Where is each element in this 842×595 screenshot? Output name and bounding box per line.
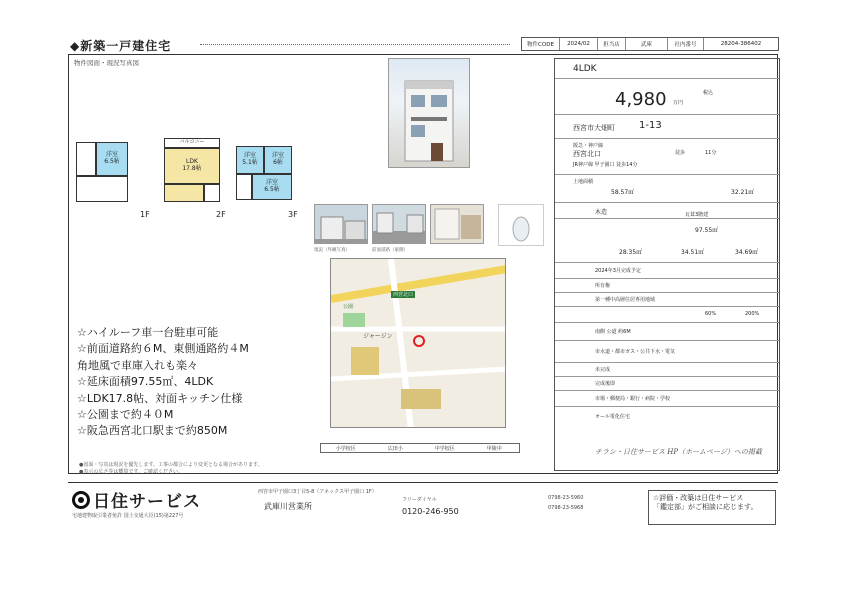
nearby-value: 市場・郵便局・銀行・病院・学校 [595, 396, 671, 402]
equipment-illustration [499, 205, 544, 246]
building-illustration [389, 59, 470, 168]
road-value: 南側 公道 約6M [595, 329, 631, 335]
handwritten-note: チラシ・日住サービス HP（ホームページ）への掲載 [595, 448, 762, 456]
spec-row-status [555, 363, 779, 377]
map-label-poi: ジャージン [363, 333, 393, 340]
station2: JR神戸線 甲子園口 徒歩14分 [573, 162, 638, 168]
zoning-value: 第一種中高層住居専用地域 [595, 297, 656, 303]
room-name: 洋室 [105, 151, 118, 159]
walk-value: 11分 [705, 150, 717, 156]
logo-mark-icon [72, 491, 90, 509]
room-2f-ldk [164, 148, 220, 184]
status-value: 未完成 [595, 367, 611, 373]
fax-number: 0798-23-5968 [548, 505, 584, 511]
spec-row-road [555, 323, 779, 341]
floor-label-2f: 2F [216, 210, 226, 219]
floor1-area: 28.35㎡ [619, 249, 643, 256]
room-name: 洋室 [243, 152, 256, 160]
company-logo [72, 487, 201, 512]
room-size: 6.5帖 [264, 186, 280, 193]
spec-row-remarks [555, 407, 779, 470]
spec-row-structure [555, 203, 779, 219]
room-1f-stairs [76, 142, 96, 176]
feature-item: ☆延床面積97.55㎡、4LDK [77, 375, 214, 389]
room-2f-stairs [204, 184, 220, 202]
site-photo [314, 204, 368, 244]
room-size: 5.1帖 [242, 159, 258, 166]
code-table [521, 37, 779, 51]
spec-row-land [555, 175, 779, 203]
walk-label: 徒歩 [675, 150, 686, 156]
interior-photo [430, 204, 484, 244]
far-value: 200% [745, 311, 760, 317]
code-label: 物件CODE [522, 38, 560, 50]
address-text: 西宮市甲子園口3丁目5-8（アネックス甲子園口 1F） [258, 489, 377, 495]
exterior-photo [388, 58, 470, 168]
spec-row-address [555, 115, 779, 139]
feature-item: ☆前面道路約６M、東側通路約４M [77, 342, 249, 356]
structure-value: 木造 [595, 209, 608, 216]
layout-value: 4LDK [573, 64, 597, 74]
room-size: 6帖 [273, 159, 283, 166]
license-text: 宅地建物取引業者免許 国土交通大臣(15)第227号 [72, 513, 184, 519]
spec-row-completion [555, 263, 779, 279]
spec-table [554, 58, 780, 471]
note-item: ●図面・写真は現況を優先します。工事の都合により変更となる場合があります。 [79, 462, 263, 468]
room-3f-stairs [236, 174, 252, 200]
coverage-value: 60% [705, 311, 717, 317]
feature-item: ☆ハイルーフ車一台駐車可能 [77, 326, 219, 339]
spec-row-coverage [555, 307, 779, 323]
spec-row-price [555, 79, 779, 115]
feature-item: ☆公園まで約４０M [77, 408, 174, 422]
station-name: 西宮北口 [573, 150, 601, 158]
floor3-area: 34.69㎡ [735, 249, 759, 256]
company-name: 日住サービス [93, 492, 201, 512]
spec-row-nearby [555, 391, 779, 407]
spec-row-zoning [555, 293, 779, 307]
floors-value: 瓦葺3階建 [685, 212, 709, 218]
room-name: LDK [186, 158, 198, 166]
spec-row-floor-area [555, 219, 779, 263]
road-photo-illustration [373, 205, 426, 244]
elementary-value: 広田小 [387, 445, 403, 452]
room-3f-bedroom-b [264, 146, 292, 174]
map-label-park: 公園 [343, 304, 354, 310]
road-photo [372, 204, 426, 244]
price-unit: 万円 [673, 100, 684, 106]
room-name: バルコニー [179, 139, 205, 146]
photo-caption-site: 現況（外観写真） [314, 248, 350, 253]
completion-value: 2024年3月完成予定 [595, 268, 641, 274]
note-item: ●表示の広さ等は概算です。ご確認ください。 [79, 469, 183, 475]
school-district [320, 443, 520, 453]
notes [79, 462, 263, 476]
handover-value: 完成後即 [595, 381, 616, 387]
address-value: 西宮市大畑町 [573, 124, 615, 132]
land-value: 58.57㎡ [611, 189, 635, 196]
room-size: 17.8帖 [182, 165, 202, 172]
rights-value: 所有権 [595, 283, 611, 289]
free-dial-label: フリーダイヤル [402, 497, 437, 503]
land-label: 土地面積 [573, 179, 594, 185]
room-3f-bedroom-c [252, 174, 292, 200]
map-illustration [331, 259, 506, 428]
room-2f-kitchen [164, 184, 204, 202]
facilities-value: 市水道・都市ガス・公共下水・電気 [595, 349, 676, 355]
branch-name: 武庫川営業所 [264, 502, 312, 511]
middle-label: 中学校区 [434, 445, 455, 452]
room-name: 洋室 [265, 179, 278, 187]
company-label: 社内番号 [668, 38, 704, 50]
total-floor: 97.55㎡ [695, 227, 719, 234]
rep-value: 武庫 [626, 38, 668, 50]
price-value: 4,980 [615, 89, 667, 110]
room-2f-balcony [164, 138, 220, 148]
rep-label: 担当店 [598, 38, 626, 50]
middle-value: 甲陵中 [486, 445, 502, 452]
elementary-label: 小学校区 [335, 445, 356, 452]
floor-label-1f: 1F [140, 210, 150, 219]
feature-item: 角地風で車庫入れも楽々 [77, 358, 198, 372]
header-divider [200, 44, 510, 45]
room-size: 6.5帖 [104, 158, 120, 165]
callout-line1: ☆評価・改築は日住サービス [653, 494, 744, 502]
appraisal-callout [648, 490, 776, 525]
photo-caption-road: 前面道路（東側） [372, 248, 408, 253]
feature-item: ☆LDK17.8帖、対面キッチン仕様 [77, 391, 243, 405]
floor-plan [72, 138, 308, 224]
tax-note: 税込 [703, 90, 714, 96]
company-value: 28204-386402 [720, 41, 762, 47]
feature-item: ☆阪急西宮北口駅まで約850M [77, 424, 228, 438]
room-1f-bedroom [96, 142, 128, 176]
station-line: 阪急・神戸線 [573, 143, 604, 149]
spec-row-rights [555, 279, 779, 293]
spec-row-layout [555, 59, 779, 79]
free-dial-number: 0120-246-950 [402, 507, 459, 516]
interior-photo-illustration [431, 205, 484, 244]
spec-row-transport [555, 139, 779, 175]
page-title: ◆新築一戸建住宅 [70, 39, 172, 53]
spec-row-facilities [555, 341, 779, 363]
room-3f-bedroom-a [236, 146, 264, 174]
tel-number: 0798-23-5960 [548, 495, 584, 501]
spec-row-handover [555, 377, 779, 391]
map-label-station: 西宮北口 [393, 292, 414, 298]
feature-list [77, 325, 249, 440]
site-photo-illustration [315, 205, 368, 244]
land-value2: 32.21㎡ [731, 189, 755, 196]
code-value: 2024/02 [560, 38, 598, 50]
room-name: 洋室 [271, 152, 284, 160]
room-1f-entry [76, 176, 128, 202]
floor-label-3f: 3F [288, 210, 298, 219]
equipment-photo [498, 204, 544, 246]
callout-line2: 「鑑定部」がご相談に応じます。 [653, 503, 758, 511]
remarks-value: オール電化住宅 [595, 414, 630, 420]
plan-caption: 物件図面・現況写真図 [74, 59, 139, 67]
address-num: 1-13 [639, 120, 662, 131]
floor2-area: 34.51㎡ [681, 249, 705, 256]
area-map [330, 258, 506, 428]
